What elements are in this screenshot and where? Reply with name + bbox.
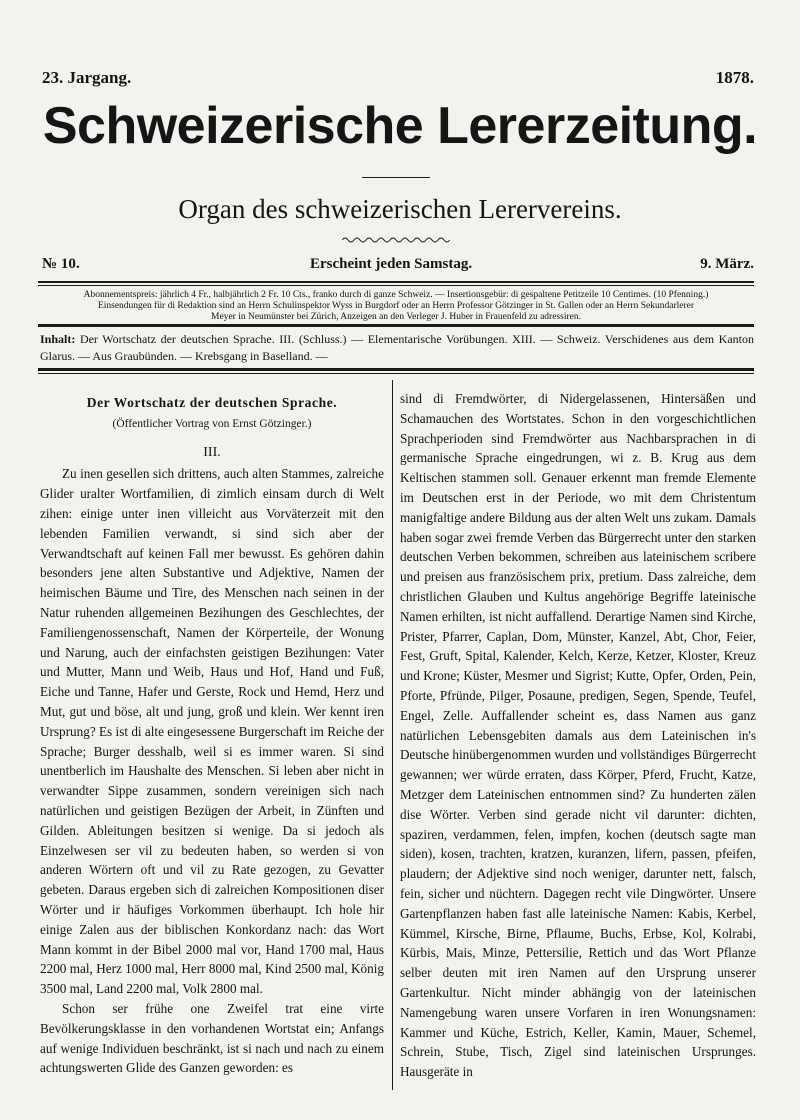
subscription-line-2: Einsendungen für di Redaktion sind an Herrn Schulinspektor Wyss in Burgdorf oder an Herrn Professor Götzinger in St. Gallen oder an Herrn Sekundarlerer [97, 301, 695, 311]
subscription-line-3: Meyer in Neumünster bei Zürich, Anzeigen an den Verleger J. Huber in Frauenfeld zu adressiren. [211, 312, 581, 322]
section-number: III. [203, 444, 221, 460]
article-subtitle: (Öffentlicher Vortrag von Ernst Götzinger.) [112, 417, 312, 430]
column-divider [392, 380, 393, 1090]
issue-date: 9. März. [700, 256, 754, 272]
subscription-line-1: Abonnementspreis: jährlich 4 Fr., halbjährlich 2 Fr. 10 Cts., franko durch di ganze Schweiz. — Insertionsgebür: di gespaltene Petitzeile 10 Centimes. (10 Pfenning.) [83, 290, 709, 300]
article-title: Der Wortschatz der deutschen Sprache. [86, 395, 338, 410]
rule-thick [38, 281, 754, 283]
contents-box [40, 331, 754, 365]
rule-thin [38, 285, 754, 286]
rule-contents-top [38, 324, 754, 327]
ornament-divider [342, 236, 450, 244]
rule-contents-bottom [38, 368, 754, 371]
title-divider [362, 177, 430, 178]
issue-info-line [42, 256, 754, 276]
newspaper-subtitle: Organ des schweizerischen Lerervereins. [178, 194, 622, 224]
volume-label: 23. Jargang. [42, 68, 132, 87]
issue-number: № 10. [42, 256, 80, 272]
paragraph: Schon ser frühe one Zweifel trat eine virte Bevölkerungsklasse in den vorhandenen Wortstat ein; Anfangs auf wenige Individuen beschränkt, ist si nach und nach zu einem achtungswerten Glide des Ganzen geworden: es [40, 1000, 384, 1076]
newspaper-title: Schweizerische Lererzeitung. [42, 97, 758, 155]
paragraph: Zu inen gesellen sich drittens, auch alten Stammes, zalreiche Glider uralter Wortfamilien, di zimlich einsam durch di Welt zihen: einige unter inen villeicht aus Vorväterzeit mit den lebenden Familien verwandt, si sind sich aber der Verwandtschaft auf keinen Fall mer bewusst. Es gehören dahin besonders jene alten Substantive und Adjektive, Namen der heimischen Bäume und Tire, des Menschen nach seinen in der Natur ruhenden allgemeinen Bezihungen des Geschlechtes, der Familiengenossenschaft, Namen der Körperteile, der Wonung und Narung, auch der einfachsten geistigen Bezihungen: Vater und Mutter, Mann und Weib, Haus und Hof, Hand und Fuß, Eiche und Tanne, Hafer und Gerste, Rock und Hemd, Herz und Mut, gut und böse, alt und jung, groß und klein. Wer kennt iren Ursprung? Es ist di alte eingesessene Burgerschaft im Reiche der Sprache; Burger desshalb, weil si es immer waren. Si sind unentberlich im Haushalte des Menschen. Si leben aber nicht in verwandter Sippe zusammen, sondern vereinigen sich nach natürlichen und geistigen Bezügen der Arbeit, in Zünften und Gilden. Ableitungen besitzen si wenige. Da si jedoch als Einzelwesen ser vil zu bedeuten haben, so werden si von anderen Wörtern oft und vil zu Rate gezogen, zu Gevatter gebeten. Daraus ergeben sich di zalreichen Kompositionen diser Wörter und ir häufiges Vorkommen überhaupt. Ich hole hir einige Zalen aus der biblischen Konkordanz nach: das Wort Mann kommt in der Bibel 2000 mal vor, Hand 1700 mal, Haus 2200 mal, Herz 1000 mal, Herr 8000 mal, Kind 2500 mal, König 3500 mal, Land 2200 mal, Volk 2800 mal. [40, 466, 384, 997]
year-label: 1878. [715, 68, 754, 87]
contents-label: Inhalt: [40, 332, 76, 346]
paragraph: sind di Fremdwörter, di Nidergelassenen, Hintersäßen und Schamauchen des Wortstates. Schon in den vorgeschichtlichen Sprachperioden sind Fremdwörter aus Nachbarsprachen in di germanische Sprache eingedrungen, wi z. B. Krug aus dem Keltischen stammen soll. Genauer erkennt man fremde Elemente im Deutschen erst in der Periode, wo mit dem Christentum manigfaltige andere Bildung aus der alten Welt uns zukam. Damals haben sogar zwei fremde Verben das Bürgerrecht unter den starken deutschen Verben bekommen, schreiben aus lateinischem scribere und preisen aus französischem prix, pretium. Dass zalreiche, dem christlichen Glauben und Kultus angehörige Begriffe lateinische Namen erhilten, ist nicht auffallend. Derartige Namen sind Kirche, Prister, Pfarrer, Caplan, Dom, Münster, Kanzel, Abt, Chor, Feier, Fest, Gruft, Spital, Kalender, Kelch, Kerze, Ketzer, Kloster, Kreuz und Krone; Küster, Mesmer und Sigrist; Kutte, Opfer, Orden, Pein, Pforte, Pfründe, Pilger, Posaune, predigen, Segen, Spende, Teufel, Engel, Zelle. Auffallender scheint es, dass Namen aus ganz natürlichen Lebensgebiten damals aus dem Lateinischen in's Deutsche hinübergenommen wurden und vollständiges Bürgerrecht gewannen; wer würde erraten, dass Körper, Pferd, Frucht, Katze, Metzger dem Lateinischen entnommen sind? Zu hunderten zälen dise Wörter. Verben sind gerade nicht vil darunter: dichten, spaziren, verdammen, felen, impfen, kochen (deutsch sagte man siden), kosen, trachten, kratzen, kuranzen, lifern, passen, pfeifen, plaudern; der Adjektive sind noch weniger, darunter nett, falsch, fein, sicher und nüchtern. Dagegen recht vile Dingwörter. Unsere Gartenpflanzen haben fast alle lateinische Namen: Kabis, Kerbel, Kümmel, Kirsche, Birne, Pflaume, Buchs, Erbse, Kol, Kolrabi, Kürbis, Mais, Minze, Pettersilie, Rettich und das Wort Pflanze selber deuten mit iren Namen auf den Ursprung unserer Gartenkultur. Nicht minder abhängig von der lateinischen Namengebung waren unsere Vorfaren in iren Wonungsnamen: Kammer und Küche, Estrich, Keller, Kamin, Mauer, Schemel, Schrein, Stube, Tisch, Zigel sind lateinischen Ursprunges. Hausgeräte in [400, 391, 756, 1080]
contents-text: Der Wortschatz der deutschen Sprache. III. (Schluss.) — Elementarische Vorübungen. XIII. — Schweiz. Verschidenes aus dem Kanton Glarus. — Aus Graubünden. — Krebsgang in Baselland. — [40, 332, 754, 363]
article-column-left [40, 389, 384, 1078]
rule-contents-bottom-thin [38, 373, 754, 374]
article-column-right [400, 389, 756, 1082]
masthead-top-line [42, 68, 754, 88]
publication-frequency: Erscheint jeden Samstag. [310, 256, 473, 272]
